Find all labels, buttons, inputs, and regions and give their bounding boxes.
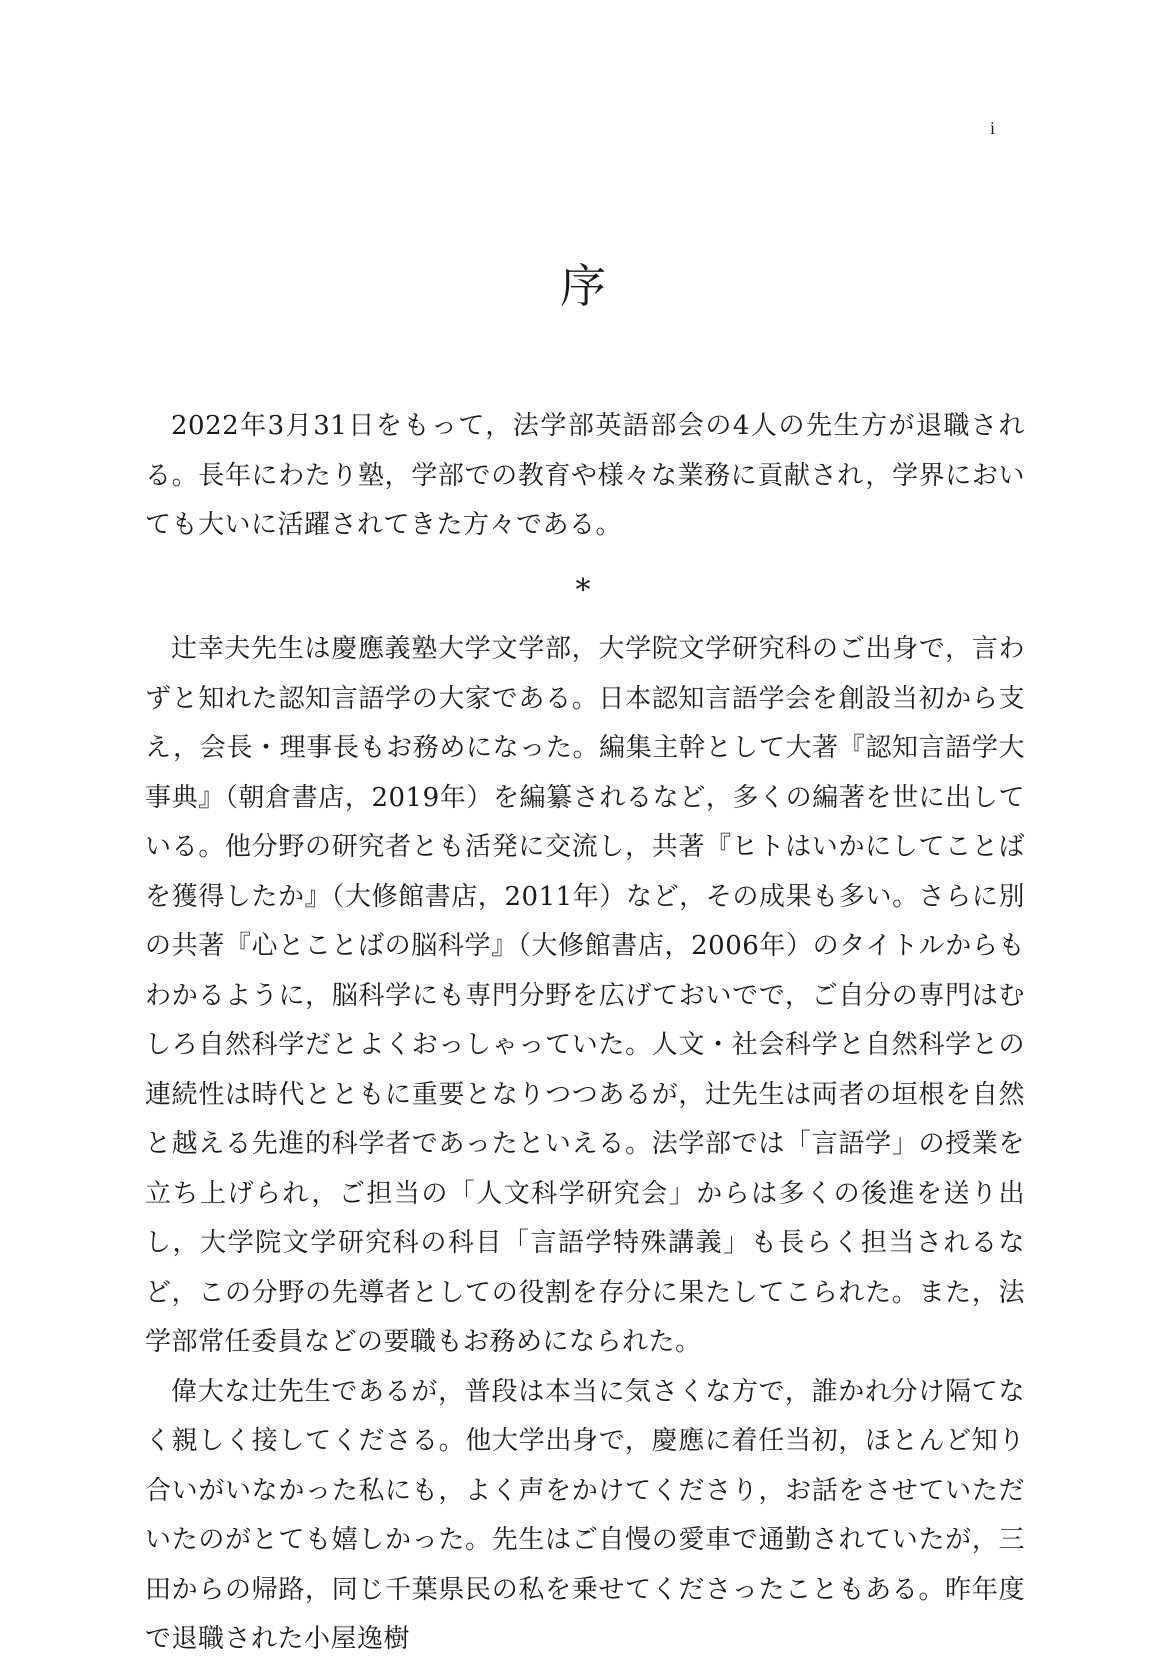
paragraph-1: 辻幸夫先生は慶應義塾大学文学部，大学院文学研究科のご出身で，言わずと知れた認知言語学の大家である。日本認知言語学会を創設当初から支え，会長・理事長もお務めになった。編集主幹として大著『認知言語学大事典』（朝倉書店，2019年）を編纂されるなど，多くの編著を世に出している。他分野の研究者とも活発に交流し，共著『ヒトはいかにしてことばを獲得したか』（大修館書店，2011年）など，その成果も多い。さらに別の共著『心とことばの脳科学』（大修館書店，2006年）のタイトルからもわかるように，脳科学にも専門分野を広げておいでで，ご自分の専門はむしろ自然科学だとよくおっしゃっていた。人文・社会科学と自然科学との連続性は時代とともに重要となりつつあるが，辻先生は両者の垣根を自然と越える先進的科学者であったといえる。法学部では「言語学」の授業を立ち上げられ，ご担当の「人文科学研究会」からは多くの後進を送り出し，大学院文学研究科の科目「言語学特殊講義」も長らく担当されるなど，この分野の先導者としての役割を存分に果たしてこられた。また，法学部常任委員などの要職もお務めになられた。 [145, 634, 1025, 1357]
page-title: 序 [560, 259, 606, 313]
paragraph-2: 偉大な辻先生であるが，普段は本当に気さくな方で，誰かれ分け隔てなく親しく接してくださる。他大学出身で，慶應に着任当初，ほとんど知り合いがいなかった私にも，よく声をかけてくださり，お話をさせていただいたのがとても嬉しかった。先生はご自慢の愛車で通勤されていたが，三田からの帰路，同じ千葉県民の私を乗せてくださったこともある。昨年度で退職された小屋逸樹 [145, 1376, 1025, 1654]
page-number: i [990, 118, 996, 138]
main-section [145, 625, 1025, 1665]
section-separator: * [575, 573, 591, 608]
intro-paragraph: 2022年3月31日をもって，法学部英語部会の4人の先生方が退職される。長年にわたり塾，学部での教育や様々な業務に貢献され，学界においても大いに活躍されてきた方々である。 [145, 411, 1025, 540]
intro-section [145, 402, 1025, 551]
